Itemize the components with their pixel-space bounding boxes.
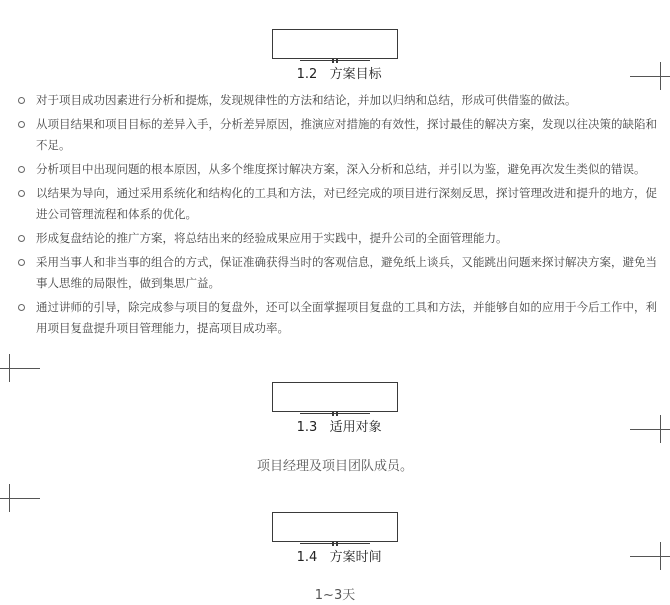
list-item: [18, 228, 658, 249]
list-item-text: 分析项目中出现问题的根本原因，从多个维度探讨解决方案，深入分析和总结，并引以为鉴，避免再次发生类似的错误。: [36, 162, 646, 176]
list-item-text: 从项目结果和项目目标的差异入手，分析差异原因，推演应对措施的有效性，探讨最佳的解决方案，发现以往决策的缺陷和不足。: [36, 117, 657, 152]
crop-mark: [0, 484, 40, 512]
section-heading-label: 1.3 适用对象: [296, 420, 382, 435]
duration-text: 1~3天: [314, 588, 356, 603]
section-heading-duration: [272, 512, 398, 565]
section-heading-label: 1.2 方案目标: [296, 67, 382, 82]
bullet-icon: [18, 259, 25, 266]
crop-mark: [630, 542, 670, 570]
objectives-list: [18, 90, 658, 342]
list-item: [18, 90, 658, 111]
bullet-icon: [18, 190, 25, 197]
bullet-icon: [18, 304, 25, 311]
section-heading-audience: [272, 382, 398, 435]
crop-mark: [630, 62, 670, 90]
list-item-text: 形成复盘结论的推广方案，将总结出来的经验成果应用于实践中，提升公司的全面管理能力。: [36, 231, 508, 245]
heading-underline-ornament: [300, 542, 370, 545]
heading-underline-ornament: [300, 412, 370, 415]
list-item-text: 对于项目成功因素进行分析和提炼，发现规律性的方法和结论，并加以归纳和总结，形成可供借鉴的做法。: [36, 93, 577, 107]
bullet-icon: [18, 121, 25, 128]
list-item: [18, 114, 658, 156]
section-heading-label: 1.4 方案时间: [296, 550, 382, 565]
list-item-text: 采用当事人和非当事的组合的方式，保证准确获得当时的客观信息，避免纸上谈兵，又能跳出问题来探讨解决方案，避免当事人思维的局限性，做到集思广益。: [36, 255, 657, 290]
section-heading-objectives: [272, 29, 398, 82]
crop-mark: [630, 415, 670, 443]
list-item: [18, 252, 658, 294]
list-item: [18, 183, 658, 225]
heading-underline-ornament: [300, 59, 370, 62]
list-item: [18, 159, 658, 180]
audience-text: 项目经理及项目团队成员。: [256, 459, 413, 474]
bullet-icon: [18, 166, 25, 173]
list-item-text: 通过讲师的引导，除完成参与项目的复盘外，还可以全面掌握项目复盘的工具和方法，并能够自如的应用于今后工作中，利用项目复盘提升项目管理能力，提高项目成功率。: [36, 300, 657, 335]
bullet-icon: [18, 97, 25, 104]
crop-mark: [0, 354, 40, 382]
list-item: [18, 297, 658, 339]
list-item-text: 以结果为导向，通过采用系统化和结构化的工具和方法，对已经完成的项目进行深刻反思，探讨管理改进和提升的地方，促进公司管理流程和体系的优化。: [36, 186, 657, 221]
bullet-icon: [18, 235, 25, 242]
